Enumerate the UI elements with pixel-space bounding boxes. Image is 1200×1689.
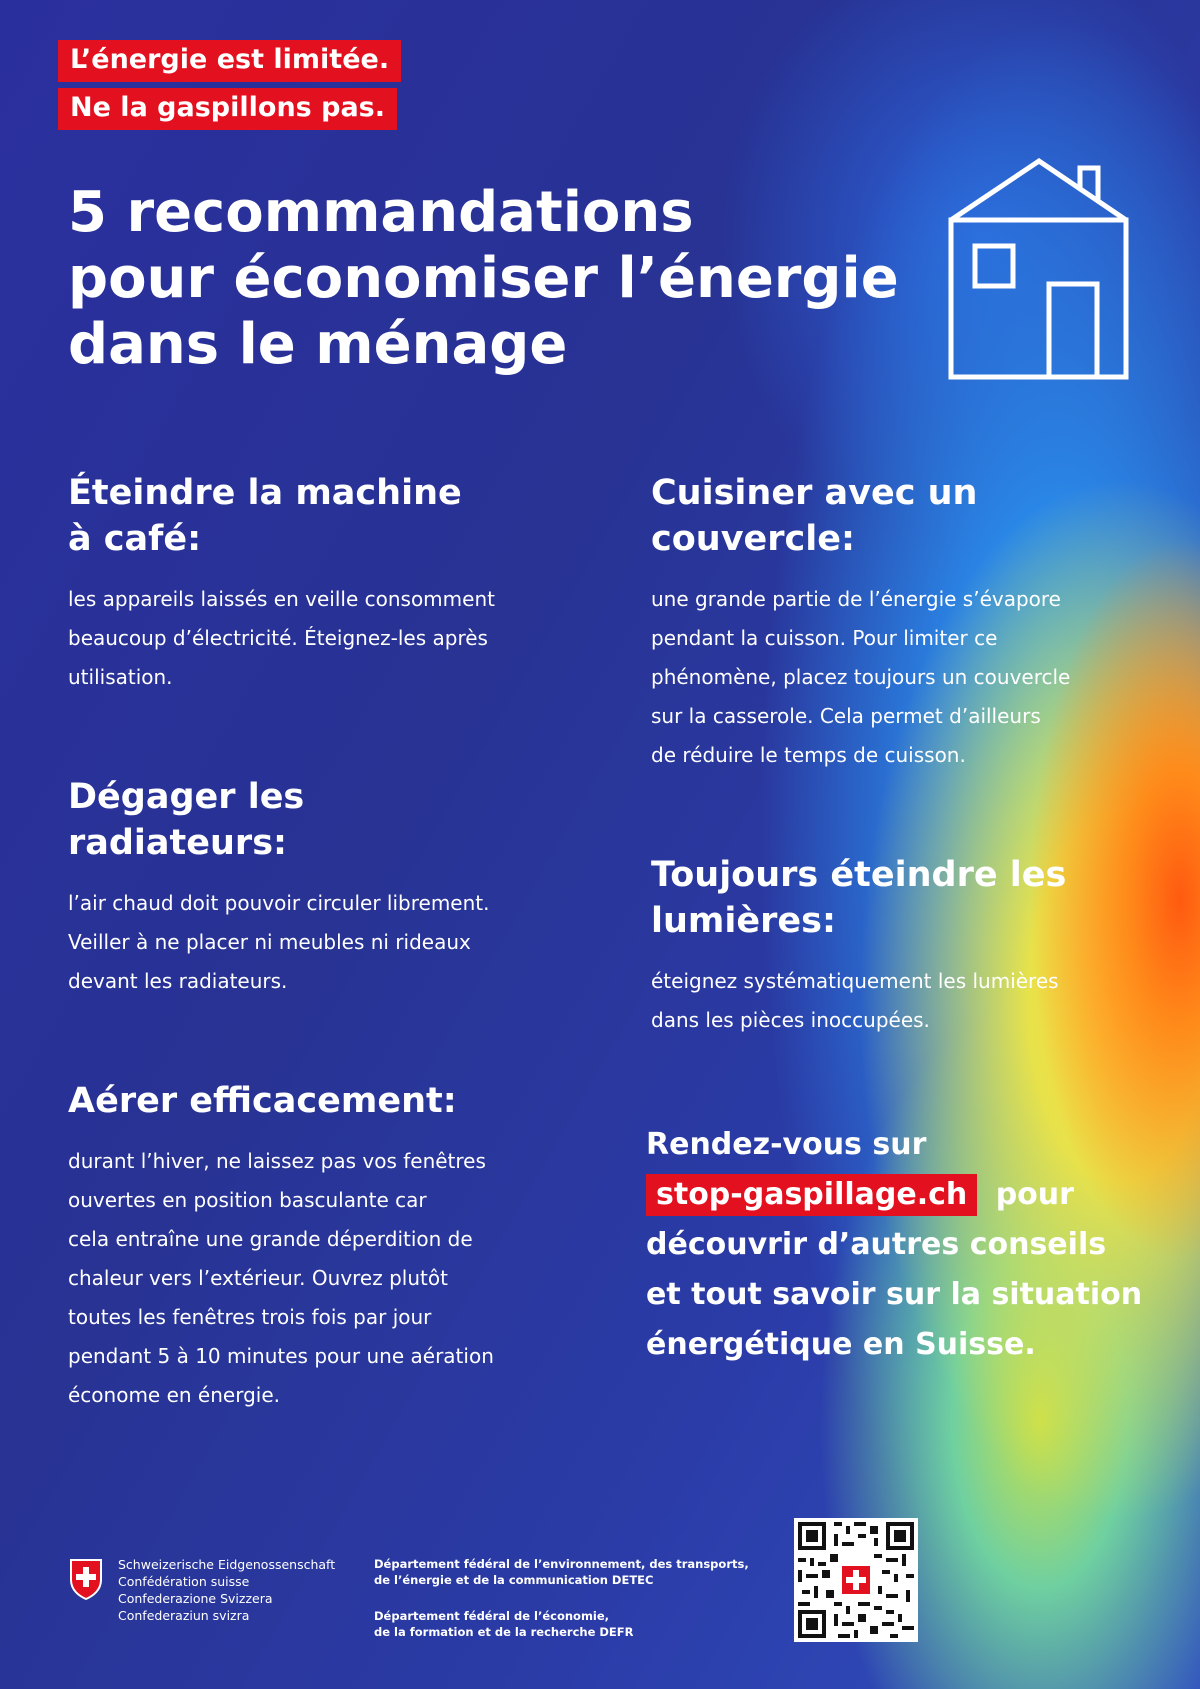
swiss-cross-icon: [68, 1558, 104, 1600]
tip-heading: Éteindre la machine à café:: [68, 473, 462, 559]
tagline: [58, 40, 401, 130]
house-icon: [948, 158, 1130, 380]
cta-after-link: pour: [995, 1177, 1074, 1212]
title-line-1: 5 recommandations: [68, 180, 694, 245]
tip-heading: Aérer efficacement:: [68, 1081, 457, 1121]
tip-body: éteignez systématiquement les lumières dans les pièces inoccupées.: [651, 969, 1059, 1032]
detec-line-2: de l’énergie et de la communication DETEC: [374, 1573, 654, 1587]
defr-line-2: de la formation et de la recherche DEFR: [374, 1625, 634, 1639]
tip-heading: Toujours éteindre les lumières:: [651, 855, 1067, 941]
defr-line-1: Département fédéral de l’économie,: [374, 1609, 610, 1623]
title-line-2: pour économiser l’énergie: [68, 246, 899, 311]
tip-coffee-machine: [68, 470, 548, 697]
confederation-label: Schweizerische Eidgenossenschaft Confédération suisse Confederazione Svizzera Confederaziun svizra: [118, 1557, 336, 1623]
tip-ventilation: [68, 1078, 548, 1415]
tip-body: les appareils laissés en veille consomment beaucoup d’électricité. Éteignez-les après utilisation.: [68, 587, 495, 689]
cta-line-1: Rendez-vous sur: [646, 1127, 927, 1162]
qr-code-icon[interactable]: [794, 1518, 918, 1642]
tip-radiators: [68, 774, 548, 1001]
tip-body: durant l’hiver, ne laissez pas vos fenêtres ouvertes en position basculante car cela entraîne une grande déperdition de chaleur vers l’extérieur. Ouvrez plutôt toutes les fenêtres trois fois par jour pendant 5 à 10 minutes pour une aération économe en énergie.: [68, 1149, 494, 1407]
tip-heading: Dégager les radiateurs:: [68, 777, 305, 863]
call-to-action: [646, 1120, 1166, 1370]
cta-line-5: énergétique en Suisse.: [646, 1327, 1036, 1362]
cta-line-3: découvrir d’autres conseils: [646, 1227, 1107, 1262]
detec-line-1: Département fédéral de l’environnement, des transports,: [374, 1557, 749, 1571]
tip-heading: Cuisiner avec un couvercle:: [651, 473, 978, 559]
website-link[interactable]: stop-gaspillage.ch: [646, 1174, 977, 1216]
tagline-line-2: Ne la gaspillons pas.: [58, 88, 397, 130]
cta-line-4: et tout savoir sur la situation: [646, 1277, 1143, 1312]
tagline-line-1: L’énergie est limitée.: [58, 40, 401, 82]
department-labels: [374, 1556, 749, 1640]
title-line-3: dans le ménage: [68, 312, 568, 377]
tip-lid: [651, 470, 1131, 775]
tip-lights: [651, 852, 1121, 1040]
tip-body: une grande partie de l’énergie s’évapore pendant la cuisson. Pour limiter ce phénomène, placez toujours un couvercle sur la casserole. Cela permet d’ailleurs de réduire le temps de cuisson.: [651, 587, 1071, 767]
tip-body: l’air chaud doit pouvoir circuler librement. Veiller à ne placer ni meubles ni rideaux devant les radiateurs.: [68, 891, 490, 993]
page-title: [68, 180, 928, 378]
